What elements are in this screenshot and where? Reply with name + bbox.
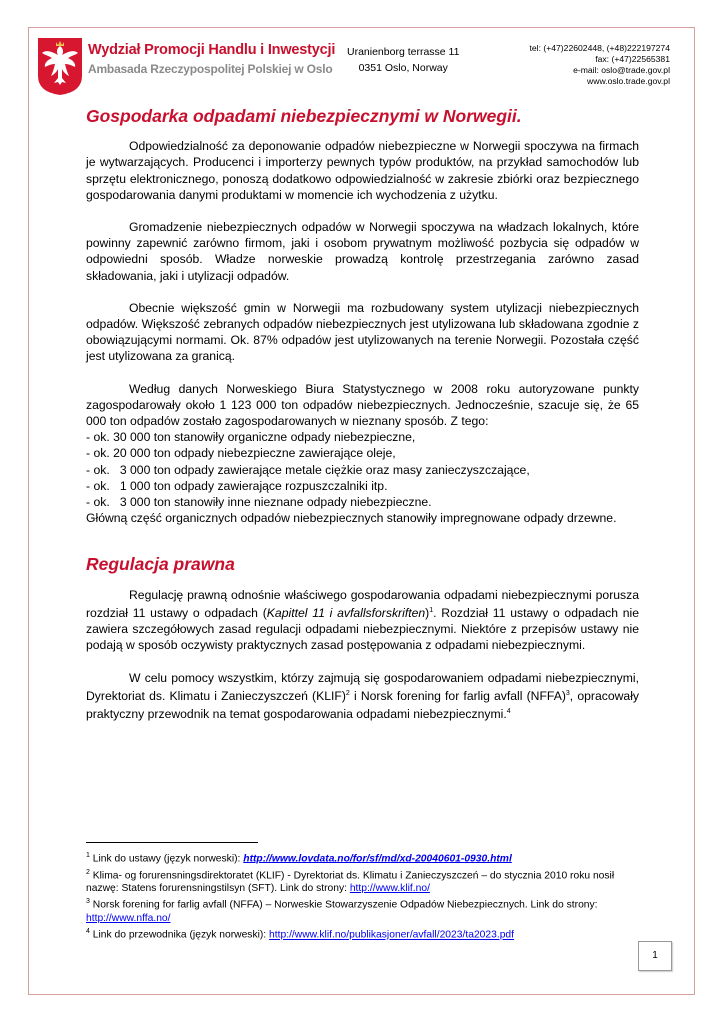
- contact-web[interactable]: www.oslo.trade.gov.pl: [587, 76, 670, 86]
- footnote-text: Link do przewodnika (język norweski):: [89, 929, 270, 941]
- closing-sentence: Główną część organicznych odpadów niebezpiecznych stanowiły impregnowane odpady drzewne.: [86, 511, 617, 526]
- list-item: - ok. 30 000 ton stanowiły organiczne odpady niebezpieczne,: [86, 430, 416, 445]
- footnote-1: [86, 849, 639, 866]
- footnote-link[interactable]: http://www.klif.no/: [349, 883, 430, 895]
- section-title-regulation: Regulacja prawna: [86, 554, 235, 575]
- address-line-2: 0351 Oslo, Norway: [358, 62, 448, 74]
- address-line-1: Uranienborg terrasse 11: [347, 46, 460, 58]
- footnote-link[interactable]: http://www.klif.no/publikasjoner/avfall/2023/ta2023.pdf: [269, 929, 515, 941]
- contact-email[interactable]: e-mail: oslo@trade.gov.pl: [573, 65, 670, 75]
- footnote-text: Norsk forening for farlig avfall (NFFA) – Norweskie Stowarzyszenie Odpadów Niebezpiecznych. Link do strony:: [89, 899, 598, 911]
- waste-list: [86, 429, 639, 510]
- footnote-link[interactable]: http://www.lovdata.no/for/sf/md/xd-20040601-0930.html: [243, 853, 512, 865]
- org-subtitle: Ambasada Rzeczypospolitej Polskiej w Oslo: [88, 62, 333, 76]
- footnote-text: Klima- og forurensningsdirektoratet (KLIF) - Dyrektoriat ds. Klimatu i Zanieczyszczeń – do stycznia 2010 roku nosił nazwę: Statens forurensningstilsyn (SFT). Link do strony:: [86, 870, 615, 895]
- footnotes: [86, 842, 639, 942]
- footnote-text: Link do ustawy (język norweski):: [89, 853, 244, 865]
- page-number: 1: [638, 941, 672, 971]
- list-item: - ok. 3 000 ton stanowiły inne nieznane odpady niebezpieczne.: [86, 495, 432, 510]
- footnote-number: 4: [86, 928, 90, 936]
- footnote-ref[interactable]: 3: [565, 689, 570, 697]
- list-item: - ok. 1 000 ton odpady zawierające rozpuszczalniki itp.: [86, 478, 388, 493]
- text-run: W celu pomocy wszystkim, którzy zajmują się gospodarowaniem odpadami niebezpiecznymi, Dyrektoriat ds. Klimatu i Zanieczyszczeń (KLIF): [86, 670, 639, 703]
- org-block: [88, 42, 335, 76]
- paragraph: Według danych Norweskiego Biura Statystycznego w 2008 roku autoryzowane punkty zagospodarowały około 1 123 000 ton odpadów niebezpiecznych. Jednocześnie, szacuje się, że 65 000 ton odpadów zostało zagospodarowanych w nieznany sposób. Z tego:: [86, 381, 639, 429]
- paragraph: [86, 670, 639, 723]
- text-run: . Rozdział 11 ustawy o odpadach nie zawiera szczegółowych zasad regulacji odpadami niebezpiecznymi. Niektóre z przepisów ustawy nie podają w sposób oczywisty praktycznych zasad postępowania z odpadami niebezpiecznymi.: [86, 605, 640, 653]
- polish-eagle-emblem-icon: [36, 36, 84, 96]
- letterhead: [36, 36, 686, 98]
- footnote-2: [86, 866, 639, 896]
- footnote-divider: [86, 842, 258, 843]
- footnote-link[interactable]: http://www.nffa.no/: [86, 913, 171, 925]
- document-body: [86, 108, 639, 738]
- paragraph: [86, 587, 639, 654]
- footnote-ref[interactable]: 1: [429, 606, 434, 614]
- paragraph: Odpowiedzialność za deponowanie odpadów niebezpieczne w Norwegii spoczywa na firmach je wytwarzających. Producenci i importerzy pewnych typów produktów, na przykład samochodów lub sprzętu elektronicznego, ponoszą dodatkowo odpowiedzialność w zakresie zbiórki oraz bezpiecznego gospodarowania danymi produktami w momencie ich wychodzenia z użytku.: [86, 139, 639, 202]
- contact-info: [530, 43, 670, 87]
- text-run: i Norsk forening for farlig avfall (NFFA): [349, 688, 566, 703]
- footnote-number: 1: [86, 852, 90, 859]
- list-item: - ok. 3 000 ton odpady zawierające metale ciężkie oraz masy zanieczyszczające,: [86, 462, 530, 477]
- footnote-4: [86, 925, 639, 942]
- address: [347, 44, 459, 76]
- contact-tel: tel: (+47)22602448, (+48)222197274: [529, 43, 670, 53]
- org-name: Wydział Promocji Handlu i Inwestycji: [88, 42, 336, 58]
- section-title-hazardous-waste: Gospodarka odpadami niebezpiecznymi w Norwegii.: [86, 106, 522, 126]
- text-run: ): [425, 605, 430, 620]
- footnote-ref[interactable]: 2: [345, 689, 350, 697]
- footnote-ref[interactable]: 4: [506, 708, 511, 716]
- footnote-3: [86, 895, 639, 925]
- footnote-number: 2: [86, 868, 90, 876]
- footnote-number: 3: [86, 898, 90, 906]
- italic-law-name: Kapittel 11 i avfallsforskriften: [266, 605, 426, 620]
- paragraph: Obecnie większość gmin w Norwegii ma rozbudowany system utylizacji niebezpiecznych odpadów. Większość zebranych odpadów niebezpiecznych jest utylizowana lub składowana zgodnie z obowiązującymi normami. Ok. 87% odpadów jest utylizowanych na terenie Norwegii. Pozostała część jest utylizowana za granicą.: [86, 300, 639, 364]
- text-run: , opracowały praktyczny przewodnik na temat gospodarowania odpadami niebezpiecznymi.: [86, 688, 639, 722]
- paragraph: Gromadzenie niebezpiecznych odpadów w Norwegii spoczywa na władzach lokalnych, które powinny zapewnić zarówno firmom, jaki i osobom prywatnym możliwość pozbycia się odpadów w odpowiedni sposób. Władze norweskie prowadzą kontrolę przestrzegania zarówno zasad składowania, jaki i utylizacji odpadów.: [86, 220, 639, 283]
- text-run: Regulację prawną odnośnie właściwego gospodarowania odpadami niebezpiecznymi porusza rozdział 11 ustawy o odpadach (: [86, 587, 639, 620]
- list-item: - ok. 20 000 ton odpady niebezpieczne zawierające oleje,: [86, 446, 396, 461]
- contact-fax: fax: (+47)22565381: [595, 54, 670, 64]
